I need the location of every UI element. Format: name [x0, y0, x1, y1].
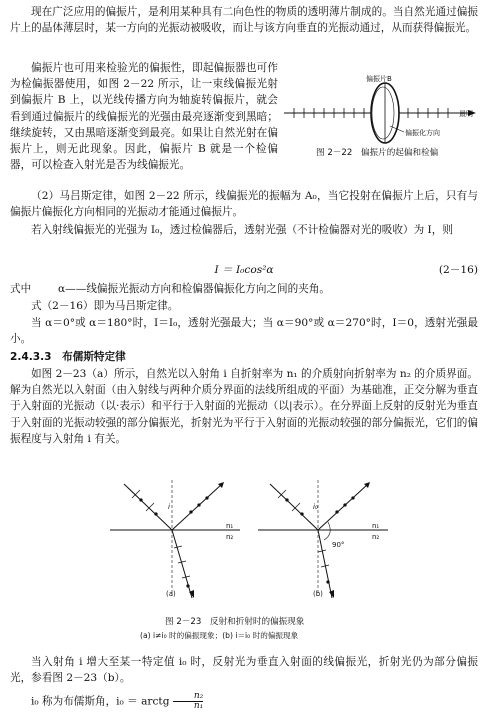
- fraction-numerator: n₂: [193, 691, 204, 701]
- section-heading-brewster: 2.4.3.3 布儒斯特定律: [10, 351, 126, 363]
- paragraph-brewster-description: 如图 2－23（a）所示，自然光以入射角 i 自折射率为 n₁ 的介质射向折射率为 n₂ 的介质界面。解为自然光以入射面（由入射线与两种介质分界面的法线所组成的平面）为基础准，正交分解为垂直于入射面的光振动（以·表示）和平行于入射面的光振动（以|表示）。在分界面上反射的反射光为垂直于入射面的光振动较强的部分偏振光，折射光为平行于入射面的光振动较强的部分偏振光，它们的偏振程度与入射角 i 有关。: [10, 368, 478, 445]
- fraction-denominator: n₁: [173, 701, 203, 711]
- label-b-i0: i₀: [313, 503, 318, 511]
- label-polarizer-b: 偏振片B: [366, 75, 392, 83]
- paragraph-malus-intro: （2）马吕斯定律，如图 2－22 所示，线偏振光的振幅为 A₀，当它投射在偏振片上后，只有与偏振片偏振化方向相同的光振动才能通过偏振片。: [10, 190, 478, 219]
- paragraph-intensity: 若入射线偏振光的光强为 I₀，透过检偏器后，透射光强（不计检偏器对光的吸收）为 I，则: [31, 224, 453, 236]
- incident-ray: [270, 484, 318, 530]
- label-fig-a: (a): [166, 590, 176, 598]
- paragraph-brewster-formula: [10, 692, 478, 711]
- reflected-ray: [318, 484, 368, 530]
- reflected-ray: [172, 484, 222, 530]
- paragraph-analyzer-text: 偏振片也可用来检验光的偏振性，即起偏振器也可作为检偏振器使用，如图 2－22 所示，让一束线偏振光射到偏振片 B 上，以光线传播方向为轴旋转偏振片，就会看到通过偏振片的线偏振光的光强由最亮逐渐变到黑暗；继续旋转，又由黑暗逐渐变到最亮。如果让自然光射在偏振片上，则无此现象。因此，偏振片 B 就是一个检偏器，可以检查入射光是否为线偏振光。: [10, 62, 278, 172]
- label-polarization-direction: 偏振化方向: [405, 129, 440, 137]
- paragraph-polarizer-intro: 现在广泛应用的偏振片，是利用某种具有二向色性的物质的透明薄片制成的。当自然光通过偏振片上的晶体薄层时，某一方向的光振动被吸收，而让与该方向垂直的光振动通过，从而获得偏振光。: [10, 6, 478, 35]
- paragraph-malus-law: 式（2－16）即为马吕斯定律。: [31, 300, 179, 312]
- incident-ray: [124, 484, 172, 530]
- figure-2-23a: [110, 478, 240, 608]
- label-brightest: 最明: [459, 110, 473, 118]
- malus-equation: I ＝ I₀cos²α: [214, 264, 274, 276]
- where-label: 式中: [10, 283, 32, 295]
- equation-number: (2－16): [438, 264, 478, 276]
- paragraph-brewster-angle: 当入射角 i 增大至某一特定值 i₀ 时，反射光为垂直入射面的线偏振光，折射光仍为部分偏振光，参看图 2－23（b）。: [10, 656, 478, 685]
- label-a-i: i: [168, 503, 170, 511]
- refracted-ray: [318, 530, 332, 598]
- refracted-ray: [172, 530, 192, 598]
- label-a-n2: n₂: [226, 533, 234, 541]
- label-b-n1: n₁: [372, 522, 380, 530]
- where-definition: α——线偏振光振动方向和检偏器偏振化方向之间的夹角。: [58, 283, 330, 295]
- brewster-fraction: [173, 692, 203, 711]
- figure-2-23-caption: 图 2－23 反射和折射时的偏振现象: [165, 617, 305, 627]
- figure-2-23-subcaption: (a) i≠i₀ 时的偏振现象；(b) i＝i₀ 时的偏振现象: [140, 631, 299, 640]
- label-b-90: 90°: [332, 541, 345, 549]
- right-angle-arc: [324, 522, 330, 540]
- figure-2-23b: [258, 478, 388, 608]
- label-a-n1: n₁: [226, 522, 234, 530]
- label-fig-b: (b): [313, 590, 323, 598]
- figure-2-22-caption: 图 2－22 偏振片的起偏和检偏: [316, 148, 439, 158]
- paragraph-extremes: 当 α＝0°或 α＝180°时，I＝I₀，透射光强最大；当 α＝90°或 α＝270°时，I＝0，透射光强最小。: [10, 317, 478, 346]
- label-b-n2: n₂: [372, 533, 380, 541]
- brewster-formula-text: i₀ 称为布儒斯角，i₀ ＝ arctg: [31, 695, 170, 708]
